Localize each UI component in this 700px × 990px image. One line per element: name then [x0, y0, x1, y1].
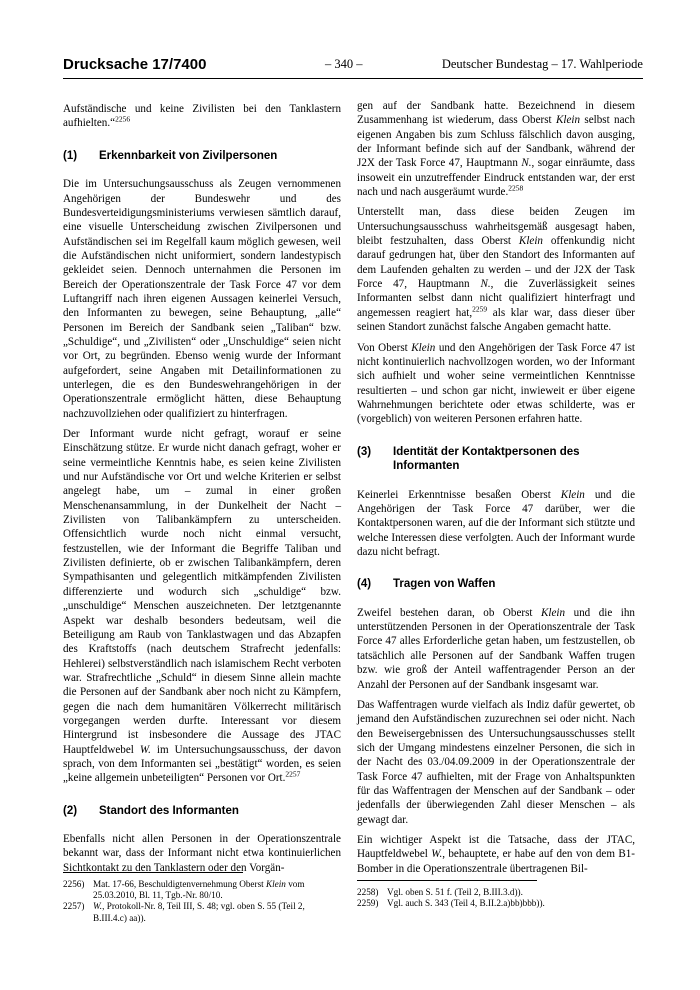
- paragraph: Ein wichtiger Aspekt ist die Tatsache, dass der JTAC, Hauptfeldwebel W., behauptete, er habe auf den von dem B1-Bomber in die Operationszentrale übertragenen Bil-: [357, 833, 636, 875]
- paragraph: gen auf der Sandbank hatte. Bezeichnend in diesem Zusammenhang ist wiederum, dass Oberst Klein selbst nach eigenen Angaben bis zum Schluss fälschlich davon ausging, der Informant befinde sich auf der Sandbank, während der J2X der Task Force 47, Hauptmann N., sogar einräumte, dass insoweit ein unzutreffender Eindruck entstanden war, der erst nach und nach ausgeräumt wurde.$^{2258}$: [357, 100, 636, 199]
- document-number: Drucksache 17/7400: [63, 56, 207, 73]
- paragraph-intro: Aufständische und keine Zivilisten bei den Tanklastern aufhielten.“$^{2256}$: [63, 103, 341, 130]
- parliament-label: Deutscher Bundestag – 17. Wahlperiode: [441, 57, 643, 71]
- footnote-item: 2257) W., Protokoll-Nr. 8, Teil III, S. 48; vgl. oben S. 55 (Teil 2, B.III.4.c) aa)).: [63, 901, 305, 923]
- footnote-item: 2258) Vgl. oben S. 51 f. (Teil 2, B.III.3.d)).: [357, 887, 523, 897]
- paragraph: Der Informant wurde nicht gefragt, worauf er seine Einschätzung stütze. Er wurde nicht danach gefragt, woher er seine vermeintliche Kenntnis habe, es seien keine Zivilisten und nur Aufständische vor Ort und welche Kriterien er selbst angelegt habe, um – zumal in einer großen Menschenansammlung, in der Dunkelheit der Nacht – Zivilisten von Talibankämpfern zu unterscheiden. Offensichtlich wurde noch nicht einmal versucht, festzustellen, wie der Informant die Begriffe Taliban und Zivilisten definierte, ob er zwischen Talibankämpfern, deren Sympathisanten und gelegentlich mitkämpfenden Zivilisten differenzierte und wodurch sich „schuldige“ bzw. „unschuldige“ Menschen auszeichneten. Der letztgenannte Aspekt war deshalb besonders bedeutsam, weil die Beteiligung am Raub von Tanklastwagen und das Abzapfen des Kraftstoffs (nach deutschem Strafrecht jedenfalls: Hehlerei) selbstverständlich nach islamischem Recht verboten war. Strafrechtliche „Schuld“ in diesem Sinne allein machte die Personen auf der Sandbank aber noch nicht zu Kämpfern, gegen die nach dem humanitären Völkerrecht militärisch vorgegangen werden durfte. Interessant vor diesem Hintergrund ist insbesondere die Aussage des JTAC Hauptfeldwebel W. im Untersuchungsausschuss, der davon sprach, von dem Informanten sei „bestätigt“ worden, es seien „keine allgemein unbeteiligten“ Personen vor Ort.$^{2257}$: [63, 428, 342, 785]
- footnote-item: 2259) Vgl. auch S. 343 (Teil 4, B.II.2.a)bb)bbb)).: [357, 898, 545, 909]
- section-heading-3: (3) Identität der Kontaktpersonen des Informanten: [357, 445, 580, 473]
- footnotes-right: [357, 887, 635, 909]
- paragraph: Ebenfalls nicht allen Personen in der Operationszentrale bekannt war, dass der Informant nicht etwa kontinuierlichen Sichtkontakt zu den Tanklastern oder den Vorgän-: [63, 833, 341, 874]
- section-heading-2: (2) Standort des Informanten: [63, 804, 239, 817]
- footnote-ref[interactable]: 2258: [508, 183, 524, 193]
- page-number: – 340 –: [325, 57, 363, 71]
- paragraph: Das Waffentragen wurde vielfach als Indiz dafür gewertet, ob jemand den Aufständischen zuzurechnen sei oder nicht. Nach den Beweisergebnissen des Untersuchungsausschusses stellt sich der Umgang mindestens einzelner Personen, die sich in der Nacht des 03./04.09.2009 in der Operationszentrale der Task Force 47 aufhielten, mit der Frage von Anhaltspunkten für das Waffentragen der Menschen auf der Sandbank – oder jedenfalls der überwiegenden Zahl dieser Menschen – als gewagt dar.: [357, 698, 635, 826]
- footnote-item: 2256) Mat. 17-66, Beschuldigtenvernehmung Oberst Klein vom 25.03.2010, Bl. 11, Tgb.-Nr. 80/10.: [63, 879, 305, 901]
- header-divider: [63, 78, 643, 79]
- footnotes-left: [63, 879, 341, 924]
- footnote-ref[interactable]: 2256: [115, 114, 131, 124]
- left-column: [63, 102, 341, 881]
- right-column: [357, 99, 635, 882]
- paragraph: Keinerlei Erkenntnisse besaßen Oberst Klein und die Angehörigen der Task Force 47 darüber, wer die Kontaktpersonen waren, auf die der Informant sich stützte und welche Interessen diese verfolgten. Auch der Informant wurde dazu nicht befragt.: [357, 488, 635, 558]
- paragraph: Von Oberst Klein und den Angehörigen der Task Force 47 ist nicht kontinuierlich nachvollzogen worden, wo der Informant sich aufhielt und woher seine vermeintlichen Kenntnisse resultierten – und schon gar nicht, inwieweit er über eigene Wahrnehmungen berichtete oder etwas schilderte, was er (vorgeblich) von weiteren Personen erfahren hatte.: [357, 341, 635, 426]
- paragraph: Unterstellt man, dass diese beiden Zeugen im Untersuchungsausschuss wahrheitsgemäß ausgesagt haben, bleibt festzuhalten, dass Oberst Klein offenkundig nicht darauf gedrungen hat, über den Standort des Informanten auf dem Laufenden gehalten zu werden – und der J2X der Task Force 47, Hauptmann N., die Zuverlässigkeit seines Informanten selbst dann nicht qualifiziert hinterfragt und angemessen reagiert hat,$^{2259}$ als klar war, dass dieser über seinen Standort zunächst falsche Angaben gemacht hatte.: [357, 206, 635, 334]
- footnote-divider: [357, 880, 537, 881]
- page-header: [63, 56, 643, 78]
- footnote-ref[interactable]: 2257: [285, 769, 301, 779]
- paragraph: Zweifel bestehen daran, ob Oberst Klein und die ihn unterstützenden Personen in der Operationszentrale der Task Force 47 alles Erforderliche getan haben, um festzustellen, ob tatsächlich alle Personen auf der Sandbank Waffen trugen bzw. wie groß der Anteil waffentragender Person an der Anzahl der Personen auf der Sandbank insgesamt war.: [357, 606, 635, 691]
- paragraph: Die im Untersuchungsausschuss als Zeugen vernommenen Angehörigen der Bundeswehr und des Bundesverteidigungsministeriums verwiesen sämtlich darauf, eine visuelle Unterscheidung zwischen Zivilpersonen und Aufständischen sei im Regelfall kaum möglich gewesen, weil die Aufständischen nicht uniformiert, sondern landestypisch gekleidet seien. Dennoch unternahmen die Personen im Bereich der Operationszentrale der Task Force 47 vor dem Luftangriff nach ihren eigenen Aussagen keinerlei Versuch, den Informanten zu bewegen, seine Behauptung, „alle“ Personen im Bereich der Sandbank seien „Taliban“ bzw. „Schuldige“, und „Zivilisten“ oder „Unschuldige“ seien nicht vor Ort, zu begründen. Ebenso wenig wurde der Informant aufgefordert, seine Angaben mit Detailinformationen zu unterlegen, die es den Bundeswehrangehörigen in der Operationszentrale ermöglicht hätten, diese Behauptung nachzuvollziehen oder qualifiziert zu hinterfragen.: [63, 178, 341, 420]
- section-heading-1: (1) Erkennbarkeit von Zivilpersonen: [63, 149, 278, 162]
- footnote-divider: [63, 872, 243, 873]
- footnote-ref[interactable]: 2259: [472, 304, 488, 314]
- section-heading-4: (4) Tragen von Waffen: [357, 578, 496, 591]
